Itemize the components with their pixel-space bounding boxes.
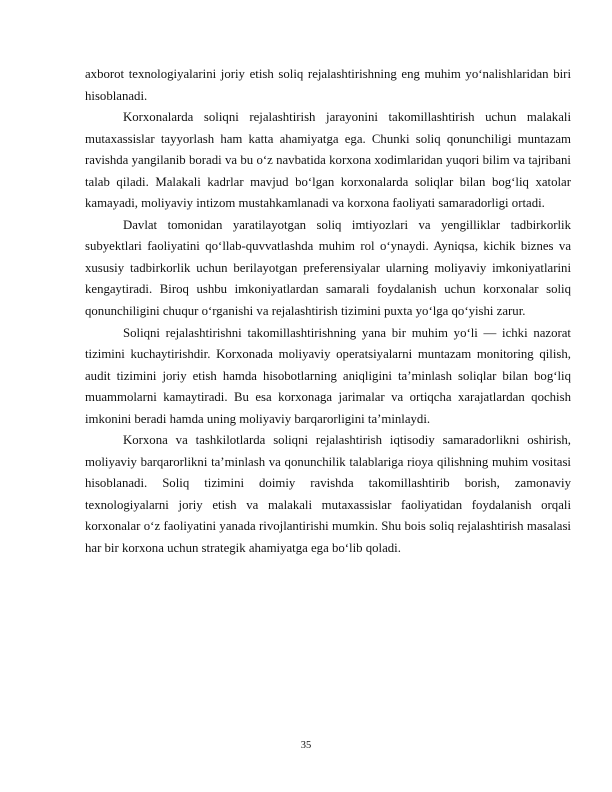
paragraph: Davlat tomonidan yaratilayotgan soliq imtiyozlari va yengilliklar tadbirkorlik subyektlari faoliyatini qo‘llab-quvvatlashda muhim rol o‘ynaydi. Ayniqsa, kichik biznes va xususiy tadbirkorlik uchun berilayotgan preferensiyalar ularning moliyaviy imkoniyatlarini kengaytiradi. Biroq ushbu imkoniyatlardan samarali foydalanish uchun korxonalar soliq qonunchiligini chuqur o‘rganishi va rejalashtirish tizimini puxta yo‘lga qo‘yishi zarur. [85,217,571,319]
paragraph: Korxonalarda soliqni rejalashtirish jarayonini takomillashtirish uchun malakali mutaxassislar tayyorlash ham katta ahamiyatga ega. Chunki soliq qonunchiligi muntazam ravishda yangilanib boradi va bu o‘z navbatida korxona xodimlaridan yuqori bilim va tajribani talab qiladi. Malakali kadrlar mavjud bo‘lgan korxonalarda soliqlar bilan bog‘liq xatolar kamayadi, moliyaviy intizom mustahkamlanadi va korxona faoliyati samaradorligi ortadi. [85,110,571,211]
paragraph: Soliqni rejalashtirishni takomillashtirishning yana bir muhim yo‘li — ichki nazorat tizimini kuchaytirishdir. Korxonada moliyaviy operatsiyalarni muntazam monitoring qilish, audit tizimini joriy etish hamda hisobotlarning aniqligini ta’minlash soliqlar bilan bog‘liq muammolarni kamaytiradi. Bu esa korxonaga jarimalar va ortiqcha xarajatlardan qochish imkonini beradi hamda uning moliyaviy barqarorligini ta’minlaydi. [85,325,571,426]
paragraph: axborot texnologiyalarini joriy etish soliq rejalashtirishning eng muhim yo‘nalishlaridan biri hisoblanadi. [85,67,571,103]
paragraph: Korxona va tashkilotlarda soliqni rejalashtirish iqtisodiy samaradorlikni oshirish, moliyaviy barqarorlikni ta’minlash va qonunchilik talablariga rioya qilishning muhim vositasi hisoblanadi. Soliq tizimini doimiy ravishda takomillashtirib borish, zamonaviy texnologiyalarni joriy etish va malakali mutaxassislar faoliyatidan foydalanish orqali korxonalar o‘z faoliyatini yanada rivojlantirishi mumkin. Shu bois soliq rejalashtirish masalasi har bir korxona uchun strategik ahamiyatga ega bo‘lib qoladi. [85,433,571,556]
page-number: 35 [300,740,312,751]
document-body [85,64,571,560]
